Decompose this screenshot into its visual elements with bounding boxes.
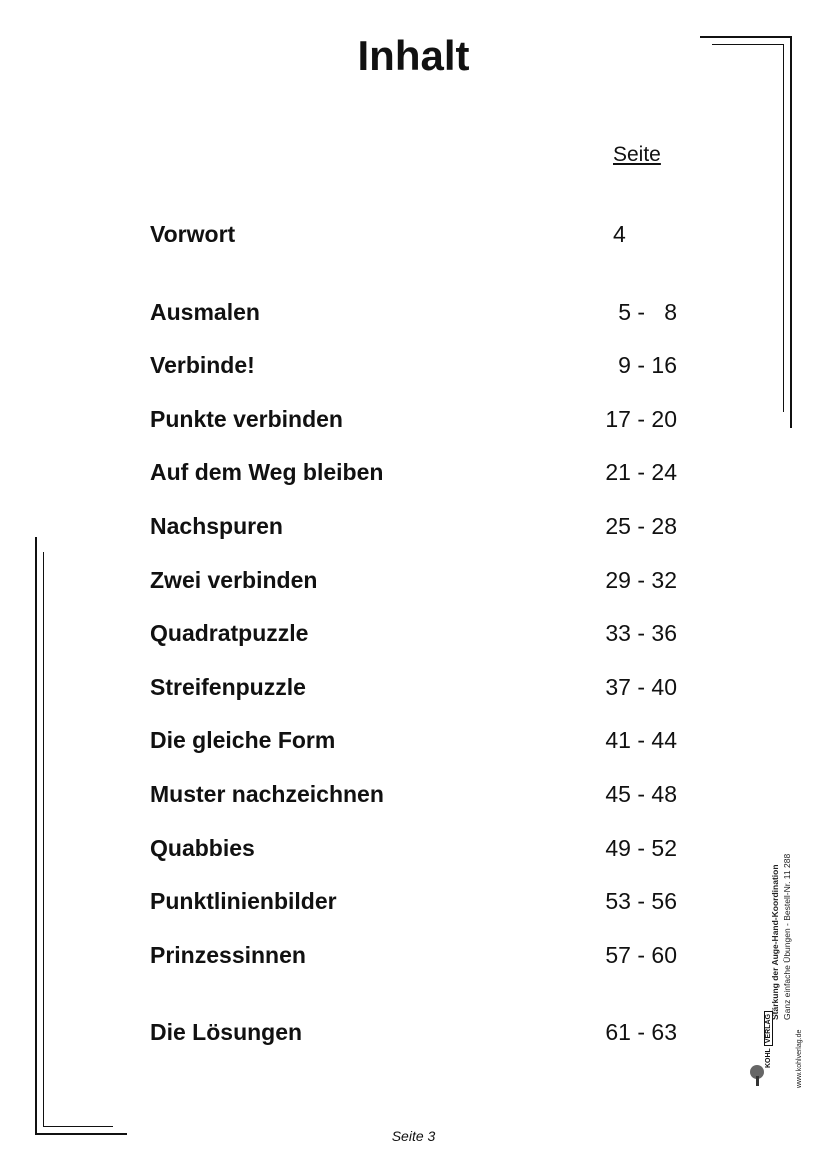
frame-line	[35, 537, 37, 1135]
toc-entry-pages: 57 - 60	[605, 942, 677, 968]
toc-entry-title: Quabbies	[150, 835, 255, 861]
toc-entry[interactable]	[0, 513, 827, 543]
publisher-info	[748, 800, 808, 1090]
toc-entry[interactable]	[0, 674, 827, 704]
toc-entry-title: Zwei verbinden	[150, 567, 318, 593]
frame-line	[700, 36, 792, 38]
toc-entry-title: Nachspuren	[150, 513, 283, 539]
toc-entry[interactable]	[0, 299, 827, 329]
toc-entry-pages: 41 - 44	[605, 727, 677, 753]
publisher-logo-text: KOHL	[765, 1048, 772, 1068]
toc-entry-pages: 33 - 36	[605, 620, 677, 646]
toc-entry-pages: 37 - 40	[605, 674, 677, 700]
toc-entry-pages: 29 - 32	[605, 567, 677, 593]
toc-entry[interactable]	[0, 406, 827, 436]
page-footer: Seite 3	[391, 1128, 436, 1144]
toc-entry[interactable]	[0, 352, 827, 382]
frame-line	[43, 1126, 113, 1127]
toc-entry-pages: 61 - 63	[605, 1019, 677, 1045]
toc-entry[interactable]	[0, 727, 827, 757]
frame-line	[43, 552, 44, 1127]
toc-entry-pages: 4	[613, 221, 626, 247]
toc-entry[interactable]	[0, 221, 827, 251]
toc-entry-title: Quadratpuzzle	[150, 620, 309, 646]
toc-entry-title: Punkte verbinden	[150, 406, 343, 432]
toc-entry[interactable]	[0, 888, 827, 918]
toc-entry-title: Ausmalen	[150, 299, 260, 325]
publisher-sidebar	[748, 800, 808, 1090]
toc-entry[interactable]	[0, 835, 827, 865]
toc-entry-title: Verbinde!	[150, 352, 255, 378]
toc-entry-pages: 49 - 52	[605, 835, 677, 861]
toc-entry[interactable]	[0, 942, 827, 972]
publisher-website[interactable]: www.kohlverlag.de	[796, 1029, 803, 1088]
toc-entry[interactable]	[0, 567, 827, 597]
toc-entry-pages: 5 - 8	[618, 299, 677, 325]
toc-entry-pages: 53 - 56	[605, 888, 677, 914]
frame-line	[790, 36, 792, 428]
book-subtitle-order-number: Ganz einfache Übungen - Bestell-Nr. 11 288	[782, 853, 792, 1020]
frame-line	[783, 44, 784, 412]
toc-entry-pages: 9 - 16	[618, 352, 677, 378]
book-title: Stärkung der Auge-Hand-Koordination	[770, 864, 780, 1020]
toc-entry-title: Auf dem Weg bleiben	[150, 459, 384, 485]
toc-entry-title: Die gleiche Form	[150, 727, 336, 753]
toc-entry-title: Vorwort	[150, 221, 236, 247]
toc-entry-title: Muster nachzeichnen	[150, 781, 384, 807]
toc-entry-title: Streifenpuzzle	[150, 674, 306, 700]
frame-line	[712, 44, 784, 45]
page-column-header: Seite	[613, 143, 661, 166]
publisher-logo-box: VERLAG	[764, 1011, 773, 1046]
toc-entry[interactable]	[0, 620, 827, 650]
toc-entry-pages: 45 - 48	[605, 781, 677, 807]
toc-entry-title: Punktlinienbilder	[150, 888, 337, 914]
toc-entry[interactable]	[0, 1019, 827, 1049]
toc-entry[interactable]	[0, 781, 827, 811]
toc-entry-pages: 21 - 24	[605, 459, 677, 485]
toc-entry-pages: 25 - 28	[605, 513, 677, 539]
toc-entry-pages: 17 - 20	[605, 406, 677, 432]
toc-entry[interactable]	[0, 459, 827, 489]
toc-entry-title: Die Lösungen	[150, 1019, 303, 1045]
toc-entry-title: Prinzessinnen	[150, 942, 306, 968]
page-title: Inhalt	[357, 32, 470, 79]
